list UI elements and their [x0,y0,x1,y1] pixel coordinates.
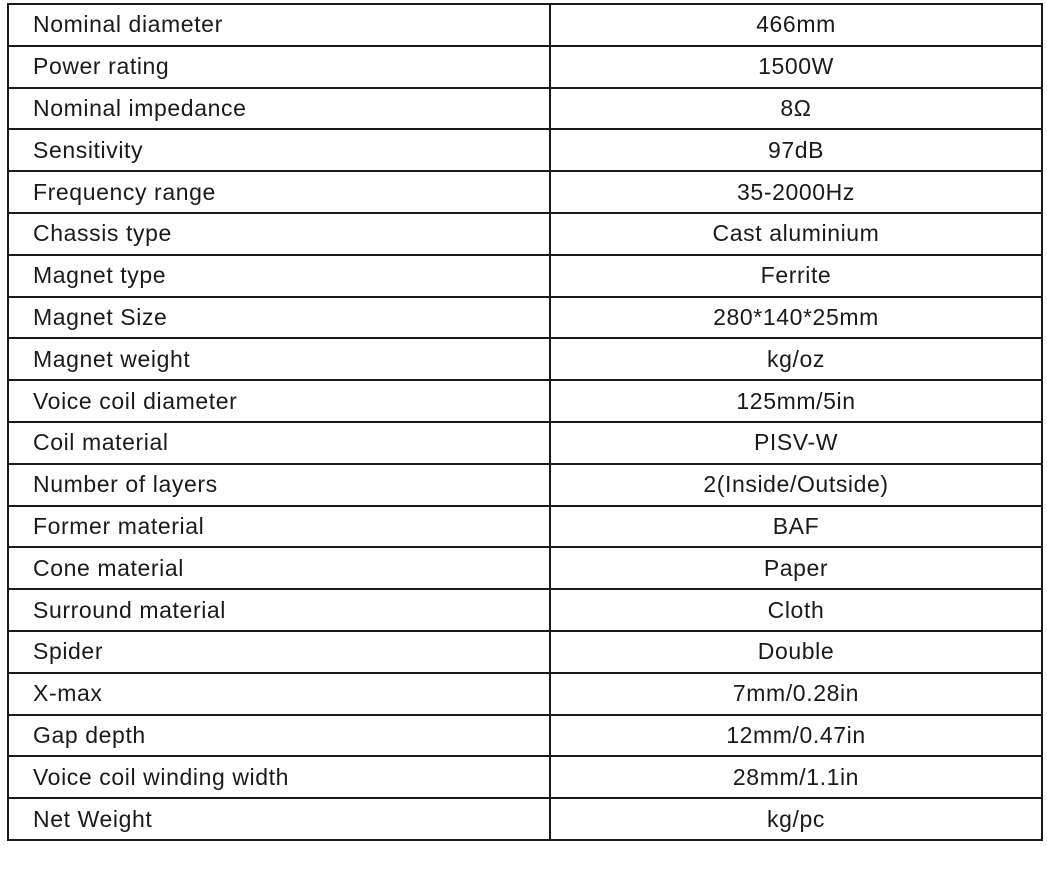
spec-label: Magnet Size [8,297,550,339]
spec-value: Ferrite [550,255,1042,297]
spec-value: PISV-W [550,422,1042,464]
spec-label: Gap depth [8,715,550,757]
spec-value: 125mm/5in [550,380,1042,422]
spec-label: X-max [8,673,550,715]
spec-table [7,3,1043,841]
spec-label: Sensitivity [8,129,550,171]
spec-label: Former material [8,506,550,548]
table-row [8,506,1042,548]
spec-value: 12mm/0.47in [550,715,1042,757]
table-row [8,297,1042,339]
table-row [8,213,1042,255]
spec-label: Coil material [8,422,550,464]
spec-label: Voice coil winding width [8,756,550,798]
spec-label: Magnet type [8,255,550,297]
table-row [8,255,1042,297]
spec-value: 97dB [550,129,1042,171]
spec-label: Surround material [8,589,550,631]
table-row [8,756,1042,798]
table-row [8,4,1042,46]
spec-label: Power rating [8,46,550,88]
spec-label: Voice coil diameter [8,380,550,422]
spec-value: Cast aluminium [550,213,1042,255]
spec-value: 8Ω [550,88,1042,130]
spec-value: kg/oz [550,338,1042,380]
spec-label: Nominal impedance [8,88,550,130]
spec-value: Paper [550,547,1042,589]
spec-label: Number of layers [8,464,550,506]
spec-label: Nominal diameter [8,4,550,46]
spec-value: 466mm [550,4,1042,46]
table-row [8,129,1042,171]
table-row [8,46,1042,88]
spec-value: 28mm/1.1in [550,756,1042,798]
table-row [8,464,1042,506]
table-row [8,589,1042,631]
spec-label: Cone material [8,547,550,589]
spec-value: 280*140*25mm [550,297,1042,339]
spec-value: kg/pc [550,798,1042,840]
table-row [8,673,1042,715]
table-row [8,547,1042,589]
table-row [8,798,1042,840]
spec-value: 1500W [550,46,1042,88]
spec-value: Double [550,631,1042,673]
spec-value: 2(Inside/Outside) [550,464,1042,506]
spec-value: Cloth [550,589,1042,631]
spec-label: Magnet weight [8,338,550,380]
spec-label: Chassis type [8,213,550,255]
table-row [8,631,1042,673]
table-row [8,338,1042,380]
table-row [8,422,1042,464]
spec-value: 7mm/0.28in [550,673,1042,715]
spec-label: Spider [8,631,550,673]
table-row [8,715,1042,757]
table-row [8,88,1042,130]
spec-label: Net Weight [8,798,550,840]
spec-value: 35-2000Hz [550,171,1042,213]
table-row [8,171,1042,213]
table-row [8,380,1042,422]
spec-label: Frequency range [8,171,550,213]
spec-value: BAF [550,506,1042,548]
